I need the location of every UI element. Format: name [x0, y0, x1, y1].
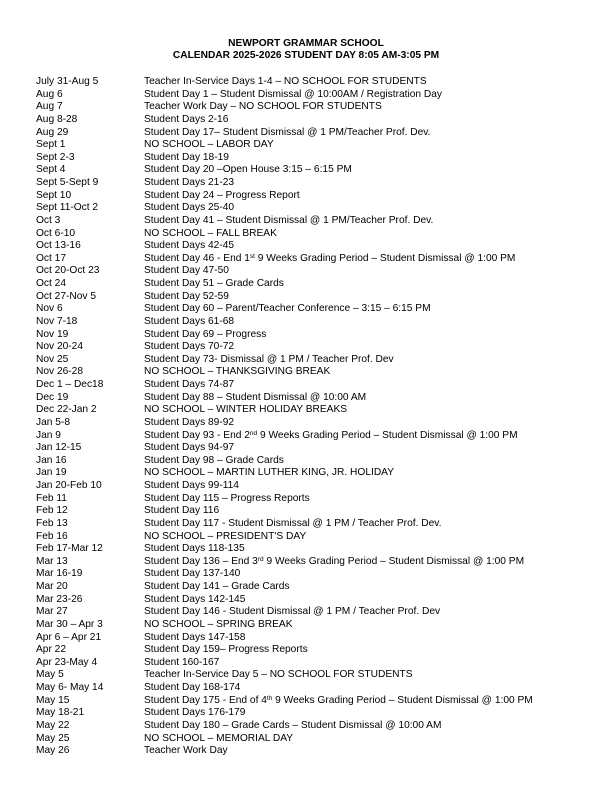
row-description: Student Days 70-72 [144, 341, 235, 353]
calendar-row [36, 594, 596, 607]
ordinal-suffix: nd [249, 429, 258, 437]
ordinal-suffix: rd [257, 555, 264, 563]
row-date: Nov 19 [36, 328, 69, 340]
row-description: Student Days 61-68 [144, 315, 235, 327]
calendar-row [36, 291, 596, 304]
calendar-row [36, 278, 596, 291]
calendar-row [36, 177, 596, 190]
calendar-row [36, 430, 596, 443]
row-date: May 25 [36, 732, 70, 744]
calendar-row [36, 568, 596, 581]
row-description: NO SCHOOL – PRESIDENT'S DAY [144, 530, 307, 542]
row-description [144, 556, 596, 569]
row-date: Nov 20-24 [36, 341, 84, 353]
row-description [144, 695, 596, 708]
description-text: Student Day 175 - End of 4 [144, 694, 267, 706]
row-date: Sept 4 [36, 164, 66, 176]
row-description: Student Days 147-158 [144, 631, 246, 643]
row-date: May 6- May 14 [36, 682, 104, 693]
calendar-row [36, 190, 596, 203]
description-text: Student Day 93 - End 2 [144, 429, 250, 441]
row-description: NO SCHOOL – THANKSGIVING BREAK [144, 366, 331, 378]
row-description: Student Days 94-97 [144, 442, 235, 454]
row-date: Apr 6 – Apr 21 [36, 631, 102, 643]
row-description: Student Day 69 – Progress [144, 328, 267, 340]
row-description: Student Day 20 –Open House 3:15 – 6:15 PM [144, 164, 352, 176]
row-date: Feb 13 [36, 517, 68, 529]
row-date: May 22 [36, 719, 70, 731]
calendar-row [36, 682, 596, 695]
description-text: 9 Weeks Grading Period – Student Dismissal @ 1:00 PM [254, 252, 516, 264]
row-date: Feb 11 [36, 492, 67, 504]
row-date: Nov 26-28 [36, 366, 84, 378]
row-description: Student Day 60 – Parent/Teacher Conference – 3:15 – 6:15 PM [144, 303, 431, 315]
calendar-row [36, 745, 596, 758]
description-text: Student Day 46 - End 1 [144, 252, 250, 264]
calendar-row [36, 480, 596, 493]
row-description: Student Days 21-23 [144, 177, 235, 188]
calendar-row [36, 341, 596, 354]
row-date: Jan 5-8 [36, 416, 70, 428]
calendar-row [36, 139, 596, 152]
row-description: Student Days 2-16 [144, 113, 229, 125]
row-date: Oct 17 [36, 252, 67, 264]
calendar-row [36, 316, 596, 329]
row-date: Jan 19 [36, 467, 67, 479]
row-description [144, 430, 596, 443]
calendar-list [36, 76, 596, 758]
row-description: Student Day 98 – Grade Cards [144, 454, 284, 466]
calendar-row [36, 531, 596, 544]
row-date: Aug 6 [36, 88, 63, 100]
calendar-row [36, 202, 596, 215]
calendar-row [36, 366, 596, 379]
row-date: Nov 7-18 [36, 315, 78, 327]
ordinal-suffix: st [249, 252, 255, 260]
row-date: Mar 23-26 [36, 593, 83, 605]
row-description: Student Day 18-19 [144, 151, 229, 163]
calendar-row [36, 303, 596, 316]
calendar-row [36, 467, 596, 480]
calendar-row [36, 76, 596, 89]
row-description: Student Day 159– Progress Reports [144, 644, 308, 656]
row-description: Teacher Work Day [144, 745, 228, 757]
calendar-row [36, 164, 596, 177]
row-date: Nov 25 [36, 353, 69, 365]
row-date: Aug 29 [36, 126, 69, 138]
calendar-row [36, 404, 596, 417]
row-date: Mar 30 – Apr 3 [36, 618, 103, 630]
row-date: May 5 [36, 669, 64, 681]
row-description: NO SCHOOL – MARTIN LUTHER KING, JR. HOLIDAY [144, 467, 395, 479]
row-description: Student Days 142-145 [144, 593, 246, 605]
row-date: Aug 7 [36, 101, 63, 113]
row-description: NO SCHOOL – MEMORIAL DAY [144, 732, 294, 744]
calendar-row [36, 442, 596, 455]
row-date: Mar 13 [36, 555, 68, 567]
calendar-header [0, 38, 612, 62]
row-description: Teacher In-Service Days 1-4 – NO SCHOOL FOR STUDENTS [144, 76, 427, 87]
row-description: Student Days 42-45 [144, 240, 235, 252]
row-date: Dec 1 – Dec18 [36, 379, 104, 390]
row-date: Sept 2-3 [36, 151, 75, 163]
row-description: Student Day 41 – Student Dismissal @ 1 PM/Teacher Prof. Dev. [144, 214, 434, 226]
row-description: Student Days 99-114 [144, 480, 239, 491]
row-description: Student Days 176-179 [144, 707, 246, 719]
description-text: 9 Weeks Grading Period – Student Dismissal @ 1:00 PM [272, 694, 533, 706]
row-date: Oct 20-Oct 23 [36, 265, 100, 277]
row-date: Sept 1 [36, 139, 66, 151]
calendar-row [36, 253, 596, 266]
calendar-row [36, 240, 596, 253]
row-description: NO SCHOOL – LABOR DAY [144, 139, 274, 151]
row-date: July 31-Aug 5 [36, 76, 99, 87]
calendar-row [36, 493, 596, 506]
calendar-row [36, 354, 596, 367]
calendar-row [36, 215, 596, 228]
row-date: Jan 20-Feb 10 [36, 480, 102, 491]
row-description [144, 253, 596, 266]
row-description: Student Day 47-50 [144, 265, 229, 277]
calendar-row [36, 455, 596, 468]
row-date: Mar 27 [36, 606, 68, 618]
row-description: Student Days 118-135 [144, 543, 245, 555]
row-description: Student Day 52-59 [144, 290, 229, 302]
calendar-row [36, 228, 596, 241]
calendar-row [36, 619, 596, 632]
calendar-subtitle: CALENDAR 2025-2026 STUDENT DAY 8:05 AM-3:05 PM [172, 50, 440, 61]
calendar-row [36, 581, 596, 594]
row-date: Mar 20 [36, 581, 68, 592]
calendar-row [36, 152, 596, 165]
calendar-row [36, 518, 596, 531]
row-description: Student 160-167 [144, 656, 220, 668]
row-date: Apr 22 [36, 644, 67, 656]
row-date: Sept 11-Oct 2 [36, 202, 99, 214]
row-date: Dec 19 [36, 391, 69, 403]
row-date: Feb 12 [36, 505, 68, 517]
row-description: Student Day 17– Student Dismissal @ 1 PM/Teacher Prof. Dev. [144, 126, 431, 138]
row-description: Teacher Work Day – NO SCHOOL FOR STUDENTS [144, 101, 382, 113]
row-description: NO SCHOOL – WINTER HOLIDAY BREAKS [144, 404, 348, 416]
row-description: Student Day 168-174 [144, 682, 241, 693]
row-description: Student Days 25-40 [144, 202, 235, 214]
row-date: Nov 6 [36, 303, 63, 315]
calendar-row [36, 505, 596, 518]
calendar-row [36, 695, 596, 708]
description-text: 9 Weeks Grading Period – Student Dismissal @ 1:00 PM [257, 429, 518, 441]
ordinal-suffix: th [266, 694, 273, 702]
row-date: Oct 24 [36, 278, 67, 289]
calendar-row [36, 707, 596, 720]
calendar-row [36, 733, 596, 746]
row-description: Student Day 73- Dismissal @ 1 PM / Teacher Prof. Dev [144, 353, 394, 365]
row-description: Student Day 137-140 [144, 568, 241, 580]
row-date: Oct 6-10 [36, 227, 76, 239]
calendar-row [36, 669, 596, 682]
calendar-row [36, 543, 596, 556]
row-date: Jan 9 [36, 429, 61, 441]
row-description: Student Day 1 – Student Dismissal @ 10:00AM / Registration Day [144, 88, 442, 100]
row-description: Teacher In-Service Day 5 – NO SCHOOL FOR STUDENTS [144, 669, 413, 681]
calendar-row [36, 417, 596, 430]
row-description: Student Days 89-92 [144, 416, 235, 428]
calendar-row [36, 101, 596, 114]
description-text: Student Day 136 – End 3 [144, 555, 258, 567]
calendar-row [36, 114, 596, 127]
row-description: Student Day 141 – Grade Cards [144, 581, 290, 592]
row-description: Student Day 24 – Progress Report [144, 189, 300, 201]
description-text: 9 Weeks Grading Period – Student Dismissal @ 1:00 PM [263, 555, 525, 567]
calendar-row [36, 379, 596, 392]
row-description: Student Day 117 - Student Dismissal @ 1 PM / Teacher Prof. Dev. [144, 517, 442, 529]
calendar-row [36, 657, 596, 670]
calendar-row [36, 392, 596, 405]
row-description: NO SCHOOL – FALL BREAK [144, 227, 277, 239]
row-date: Jan 12-15 [36, 442, 82, 454]
calendar-row [36, 265, 596, 278]
calendar-row [36, 127, 596, 140]
row-date: Oct 27-Nov 5 [36, 290, 97, 302]
row-date: Oct 3 [36, 214, 61, 226]
row-date: Mar 16-19 [36, 568, 83, 580]
row-description: Student Day 51 – Grade Cards [144, 278, 284, 289]
row-date: May 26 [36, 745, 70, 757]
row-date: Sept 5-Sept 9 [36, 177, 99, 188]
calendar-row [36, 606, 596, 619]
row-description: NO SCHOOL – SPRING BREAK [144, 618, 293, 630]
row-description: Student Day 180 – Grade Cards – Student Dismissal @ 10:00 AM [144, 719, 442, 731]
calendar-row [36, 644, 596, 657]
calendar-row [36, 329, 596, 342]
row-date: Jan 16 [36, 454, 67, 466]
row-date: Feb 17-Mar 12 [36, 543, 103, 555]
calendar-row [36, 632, 596, 645]
row-description: Student Day 88 – Student Dismissal @ 10:00 AM [144, 391, 367, 403]
row-date: May 18-21 [36, 707, 85, 719]
row-date: May 15 [36, 694, 70, 706]
row-date: Aug 8-28 [36, 113, 78, 125]
row-description: Student Days 74-87 [144, 379, 235, 390]
calendar-row [36, 556, 596, 569]
row-description: Student Day 115 – Progress Reports [144, 492, 310, 504]
row-date: Oct 13-16 [36, 240, 81, 252]
row-description: Student Day 116 [144, 505, 220, 517]
row-date: Sept 10 [36, 189, 72, 201]
row-description: Student Day 146 - Student Dismissal @ 1 PM / Teacher Prof. Dev [144, 606, 441, 618]
row-date: Apr 23-May 4 [36, 656, 98, 668]
school-name: NEWPORT GRAMMAR SCHOOL [228, 38, 384, 49]
row-date: Dec 22-Jan 2 [36, 404, 97, 416]
calendar-row [36, 720, 596, 733]
calendar-row [36, 89, 596, 102]
row-date: Feb 16 [36, 530, 68, 542]
